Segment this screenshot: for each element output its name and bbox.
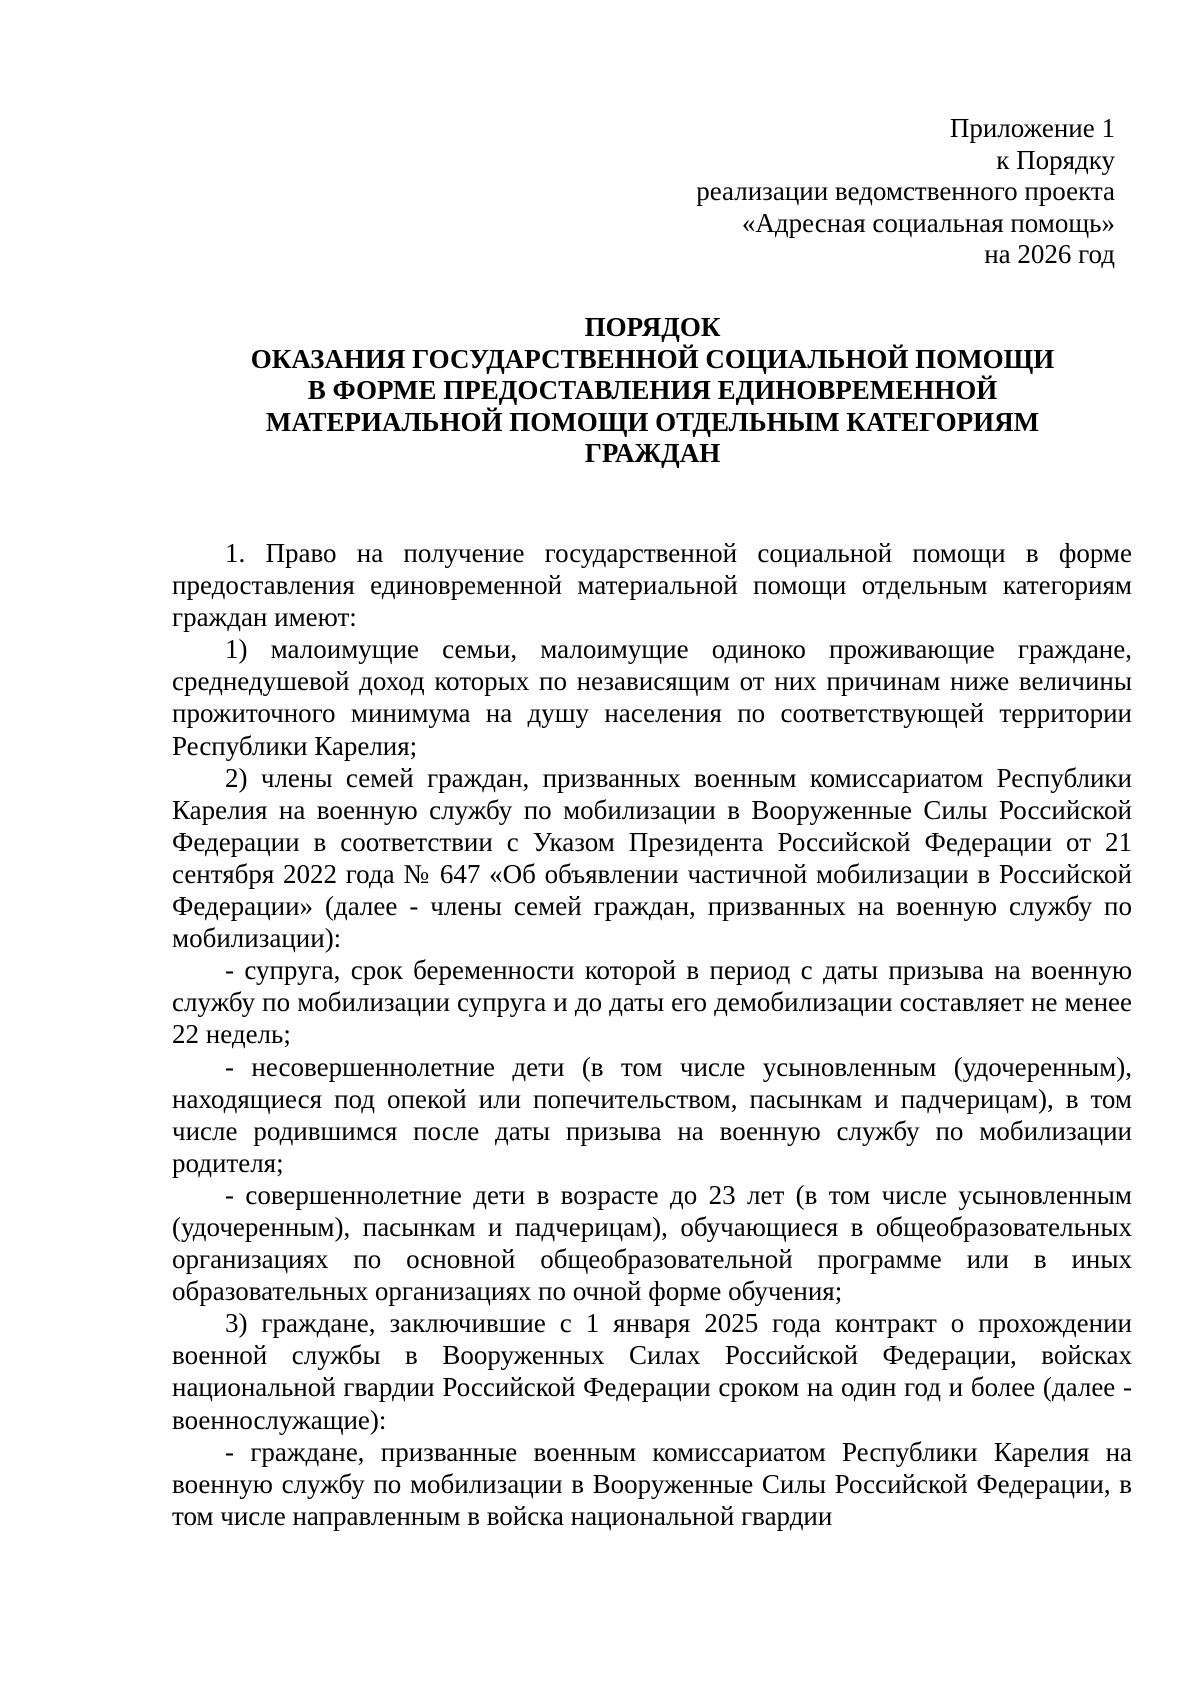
paragraph: - совершеннолетние дети в возрасте до 23 лет (в том числе усыновленным (удочеренным), пасынкам и падчерицам), обучающиеся в общеобразовательных организациях по основной общеобразовательной программе или в иных образовательных организациях по очной форме обучения; <box>172 1179 1132 1307</box>
annex-line: Приложение 1 <box>949 113 1115 143</box>
paragraph: 1) малоимущие семьи, малоимущие одиноко проживающие граждане, среднедушевой доход которых по независящим от них причинам ниже величины прожиточного минимума на душу населения по соответствующей территории Республики Карелия; <box>172 634 1132 761</box>
annex-line: к Порядку <box>996 144 1115 175</box>
title-line: ПОРЯДОК <box>584 312 721 342</box>
title-line: В ФОРМЕ ПРЕДОСТАВЛЕНИЯ ЕДИНОВРЕМЕННОЙ <box>307 375 998 405</box>
annex-line: реализации ведомственного проекта <box>696 176 1115 206</box>
paragraph: - несовершеннолетние дети (в том числе усыновленным (удочеренным), находящиеся под опекой или попечительством, пасынкам и падчерицам), в том числе родившимся после даты призыва на военную службу по мобилизации родителя; <box>172 1051 1132 1178</box>
annex-line: «Адресная социальная помощь» <box>741 207 1115 238</box>
document-title <box>175 312 1130 470</box>
paragraph: 2) члены семей граждан, призванных военным комиссариатом Республики Карелия на военную службу по мобилизации в Вооруженные Силы Российской Федерации в соответствии с Указом Президента Российской Федерации от 21 сентября 2022 года № 647 «Об объявлении частичной мобилизации в Российской Федерации» (далее - члены семей граждан, призванных на военную службу по мобилизации): <box>172 762 1132 954</box>
annex-header <box>696 113 1115 271</box>
title-line: ГРАЖДАН <box>584 438 721 468</box>
paragraph: - супруга, срок беременности которой в период с даты призыва на военную службу по мобилизации супруга и до даты его демобилизации составляет не менее 22 недель; <box>172 955 1132 1050</box>
document-body <box>172 537 1132 1532</box>
paragraph: - граждане, призванные военным комиссариатом Республики Карелия на военную службу по мобилизации в Вооруженные Силы Российской Федерации, в том числе направленным в войска национальной гвардии <box>172 1436 1132 1531</box>
annex-line: на 2026 год <box>984 239 1115 269</box>
paragraph: 3) граждане, заключившие с 1 января 2025 года контракт о прохождении военной службы в Вооруженных Силах Российской Федерации, войсках национальной гвардии Российской Федерации сроком на один год и более (далее - военнослужащие): <box>172 1308 1132 1435</box>
title-line: МАТЕРИАЛЬНОЙ ПОМОЩИ ОТДЕЛЬНЫМ КАТЕГОРИЯМ <box>265 406 1040 437</box>
title-line: ОКАЗАНИЯ ГОСУДАРСТВЕННОЙ СОЦИАЛЬНОЙ ПОМОЩИ <box>250 343 1055 374</box>
paragraph: 1. Право на получение государственной социальной помощи в форме предоставления единовременной материальной помощи отдельным категориям граждан имеют: <box>172 538 1132 633</box>
